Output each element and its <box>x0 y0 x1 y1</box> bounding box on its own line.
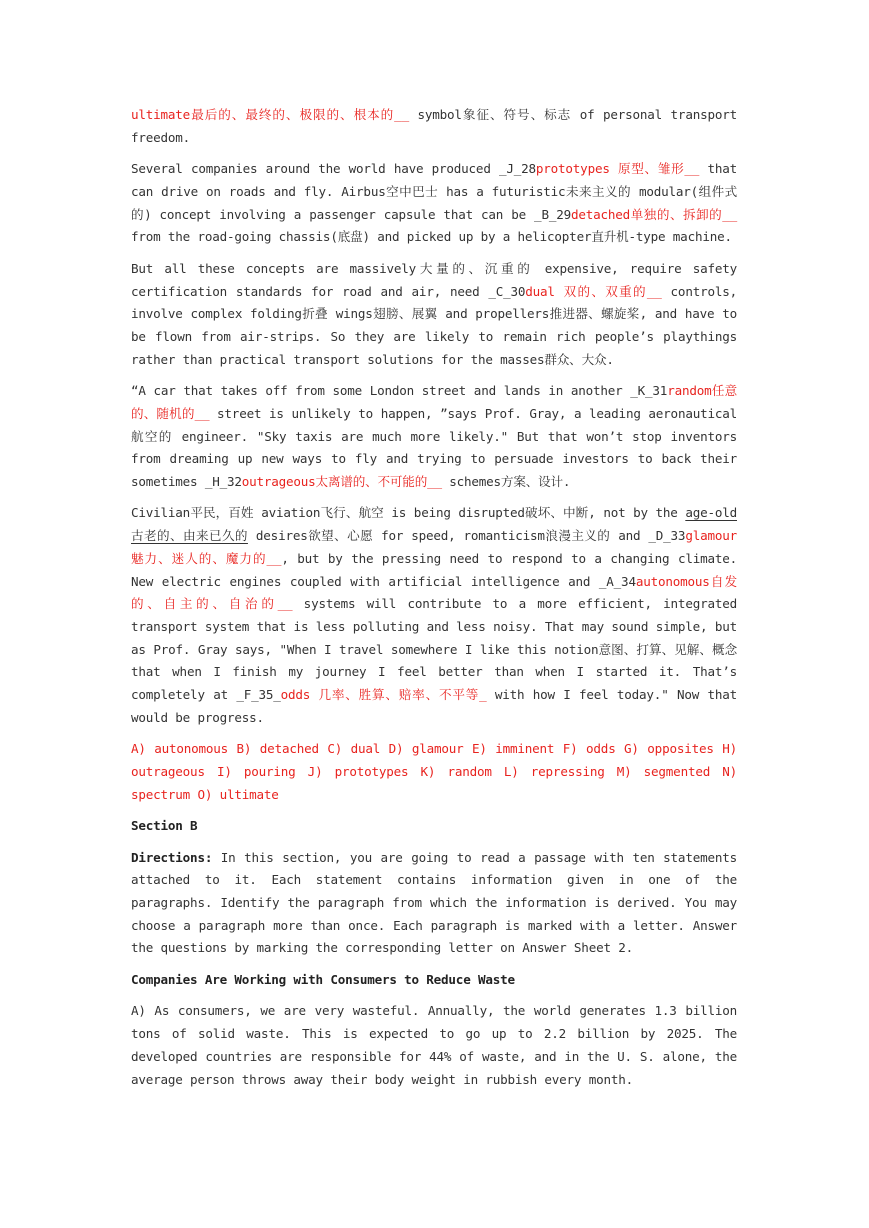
paragraph-text: desires欲望、心愿 for speed, romanticism浪漫主义的 and _D_33 <box>247 528 686 544</box>
document-page <box>131 104 737 1100</box>
paragraph-q28-q29 <box>131 158 737 249</box>
word-bank-options: A) autonomous B) detached C) dual D) glamour E) imminent F) odds G) opposites H) outrageous I) pouring J) prototypes K) random L) repressing M) segmented N) spectrum O) ultimate <box>131 741 737 802</box>
paragraph-text: Civilian平民，百姓 aviation飞行、航空 is being disrupted破坏、中断, not by the <box>131 505 686 521</box>
answer-autonomous: autonomous自发的、自主的、自治的__ <box>131 573 737 612</box>
paragraph-text: with how I feel today." Now that would be progress. <box>131 687 737 725</box>
paragraph-q31-q32 <box>131 380 737 494</box>
directions-label: Directions: <box>131 849 213 865</box>
answer-detached: detached单独的、拆卸的__ <box>570 206 737 222</box>
paragraph-q33-q35 <box>131 502 737 729</box>
paragraph-text: , but by the pressing need to respond to a changing climate. New electric engines coupled with artificial intelligence and _A_34 <box>131 550 737 589</box>
article-title: Companies Are Working with Consumers to Reduce Waste <box>131 971 515 987</box>
paragraph-text: “A car that takes off from some London street and lands in another _K_31 <box>131 383 668 399</box>
answer-glamour: glamour 魅力、迷人的、魔力的__ <box>131 528 737 566</box>
answer-prototypes: prototypes 原型、雏形__ <box>535 161 700 177</box>
underlined-phrase: age-old古老的、由来已久的 <box>131 505 737 544</box>
paragraph-a: A) As consumers, we are very wasteful. Annually, the world generates 1.3 billion tons of solid waste. This is expected to go up to 2.2 billion by 2025. The developed countries are responsible for 44% of waste, and in the U. S. alone, the average person throws away their body weight in rubbish every month. <box>131 1003 737 1087</box>
answer-ultimate: ultimate最后的、最终的、极限的、根本的__ <box>131 107 409 122</box>
directions-text: In this section, you are going to read a passage with ten statements attached to it. Each statement contains information given in one of the paragraphs. Identify the paragraph from which the information is derived. You may choose a paragraph more than once. Each paragraph is marked with a letter. Answer the questions by marking the corresponding letter on Answer Sheet 2. <box>131 849 737 956</box>
answer-dual: dual 双的、双重的__ <box>525 283 662 299</box>
answer-random: random任意的、随机的__ <box>131 383 737 421</box>
paragraph-ultimate <box>131 104 737 149</box>
paragraph-text: But all these concepts are massively大量的、沉重的 expensive, require safety certification standards for road and air, need _C_30 <box>131 260 737 299</box>
paragraph-text: symbol象征、符号、标志 of personal transport freedom. <box>131 107 737 145</box>
answer-odds: odds 几率、胜算、赔率、不平等_ <box>280 687 487 703</box>
paragraph-text: from the road-going chassis(底盘) and picked up by a helicopter直升机-type machine. <box>131 229 732 245</box>
paragraph-text: schemes方案、设计. <box>441 473 571 489</box>
paragraph-text: Several companies around the world have produced _J_28 <box>131 161 536 177</box>
answer-outrageous: outrageous太离谱的、不可能的__ <box>241 473 442 489</box>
section-title: Section B <box>131 818 198 834</box>
paragraph-text: systems will contribute to a more efficient, integrated transport system that is less polluting and less noisy. That may sound simple, but as Prof. Gray says, "When I travel somewhere I like this notion意图、打算、见解、概念 that when I finish my journey I feel better than when I started it. That’s completely at _F_35_ <box>131 596 737 703</box>
paragraph-text: street is unlikely to happen, ”says Prof. Gray, a leading aeronautical航空的 engineer. "Sky taxis are much more likely." But that won’t stop inventors from dreaming up new ways to fly and trying to persuade investors to back their sometimes _H_32 <box>131 405 737 489</box>
paragraph-text: controls, involve complex folding折叠 wings翅膀、展翼 and propellers推进器、螺旋桨, and have to be flown from air-strips. So they are likely to remain rich people’s playthings rather than practical transport solutions for the masses群众、大众. <box>131 283 737 367</box>
paragraph-q30 <box>131 258 737 372</box>
directions-paragraph <box>131 847 737 961</box>
paragraph-text: that can drive on roads and fly. Airbus空中巴士 has a futuristic未来主义的 modular(组件式的) concept involving a passenger capsule that can be _B_29 <box>131 161 737 222</box>
